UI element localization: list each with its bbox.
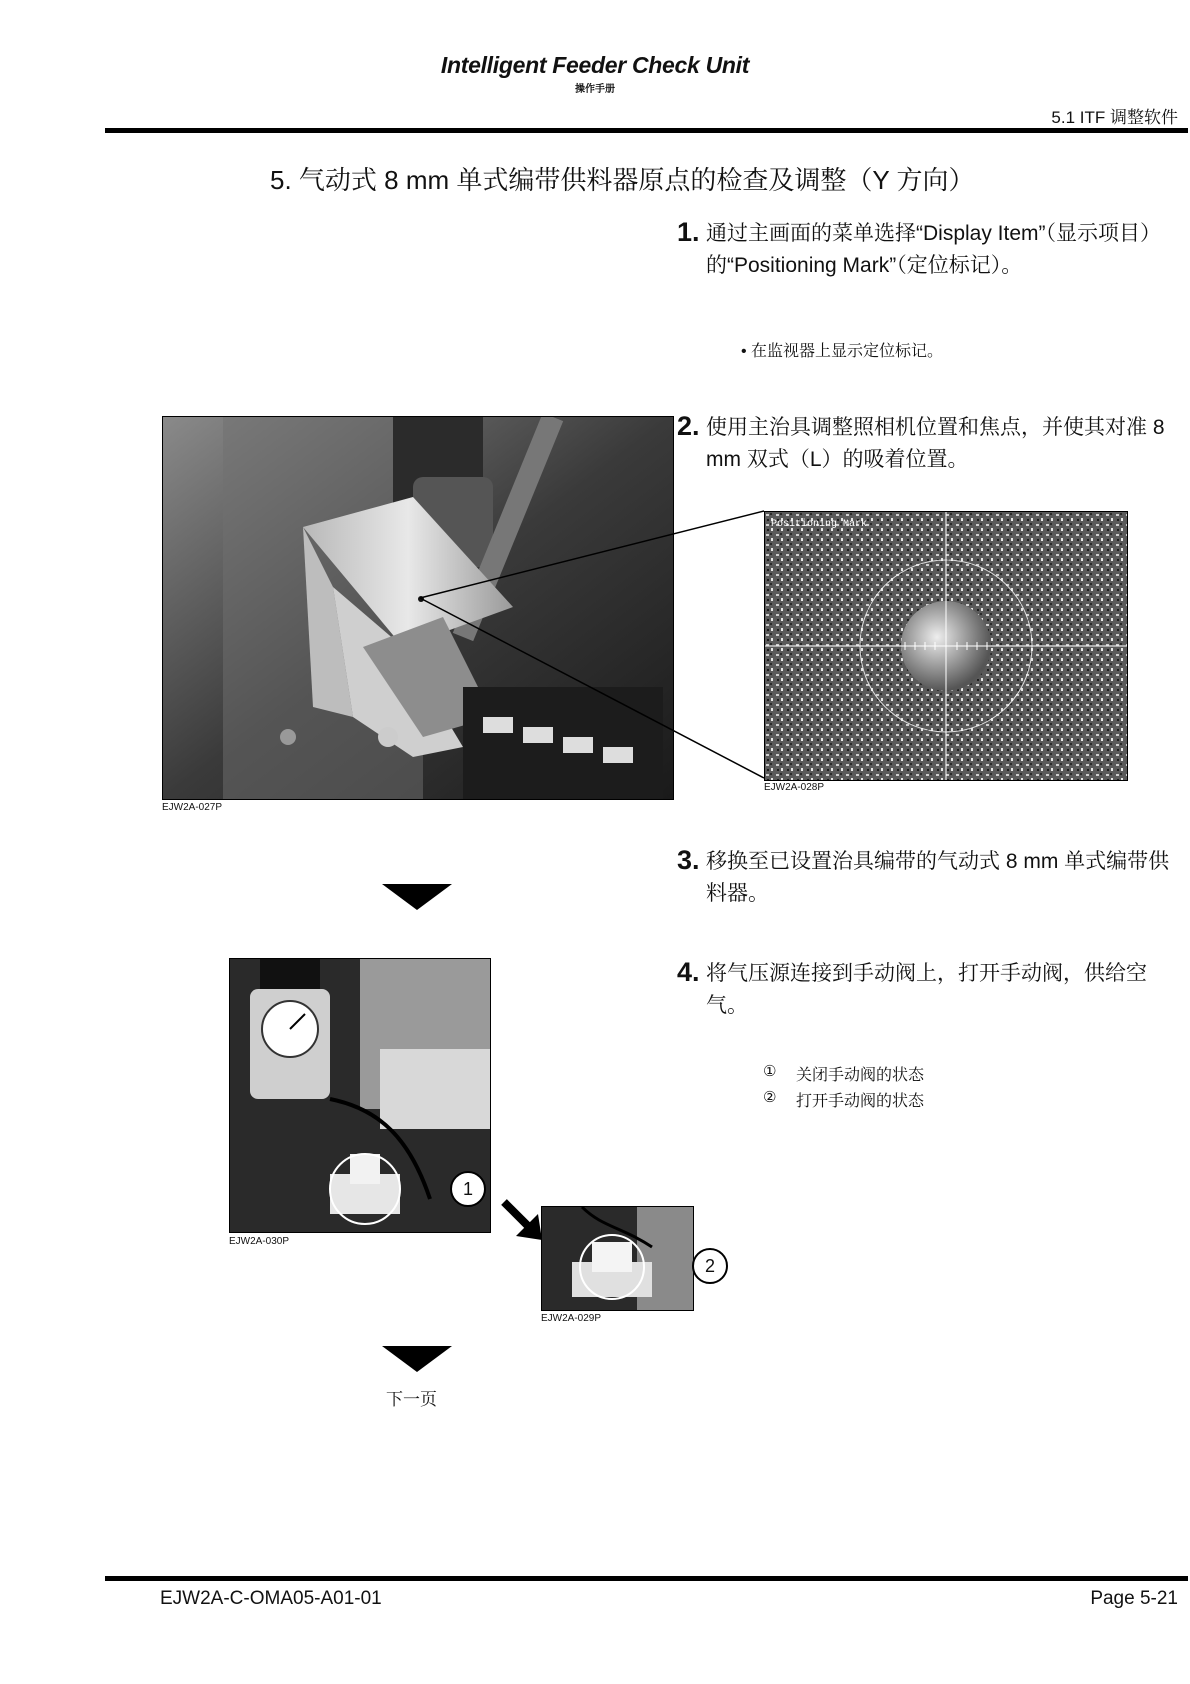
legend-text: 打开手动阀的状态: [796, 1093, 925, 1110]
valve-open-photo: [541, 1206, 694, 1311]
footer-rule: [105, 1576, 1188, 1581]
step-text: 移换至已设置治具编带的气动式 8 mm 单式编带供料器。: [706, 850, 1170, 905]
down-arrow-icon: [382, 1346, 452, 1374]
section-label: 5.1 ITF 调整软件: [1051, 108, 1178, 127]
diagonal-arrow-icon: [500, 1198, 546, 1244]
monitor-image: [764, 511, 1128, 781]
callout-2: 2: [692, 1248, 728, 1284]
legend-marker: ②: [763, 1089, 777, 1106]
figure-code: EJW2A-028P: [764, 782, 825, 793]
step-number: 3.: [677, 845, 700, 875]
manual-subtitle: 操作手册: [575, 84, 615, 95]
step-text: 通过主画面的菜单选择“Display Item”（显示项目）的“Positioning Mark”（定位标记）。: [706, 222, 1162, 277]
step-number: 4.: [677, 957, 700, 987]
down-arrow-icon: [382, 884, 452, 912]
callout-1: 1: [450, 1171, 486, 1207]
step-number: 2.: [677, 411, 700, 441]
page-number: Page 5-21: [1090, 1588, 1178, 1609]
page-title: 5. 气动式 8 mm 单式编带供料器原点的检查及调整（Y 方向）: [270, 165, 975, 195]
step-text: 使用主治具调整照相机位置和焦点，并使其对准 8 mm 双式（L）的吸着位置。: [706, 416, 1165, 471]
next-page-label: 下一页: [386, 1390, 437, 1409]
positioning-mark-label: Positioning Mark: [771, 519, 868, 530]
document-number: EJW2A-C-OMA05-A01-01: [160, 1588, 382, 1609]
figure-code: EJW2A-029P: [541, 1313, 602, 1324]
step-number: 1.: [677, 217, 700, 247]
positioning-mark-image: [765, 512, 1127, 780]
brand-title: Intelligent Feeder Check Unit: [440, 52, 750, 78]
step-text: 将气压源连接到手动阀上，打开手动阀，供给空气。: [706, 962, 1147, 1017]
valve-open-image: [542, 1207, 693, 1310]
figure-code: EJW2A-030P: [229, 1236, 290, 1247]
figure-code: EJW2A-027P: [162, 802, 223, 813]
legend-text: 关闭手动阀的状态: [796, 1067, 925, 1084]
legend-marker: ①: [763, 1063, 777, 1080]
valve-closed-photo: [229, 958, 491, 1233]
bullet-note: • 在监视器上显示定位标记。: [741, 343, 944, 360]
